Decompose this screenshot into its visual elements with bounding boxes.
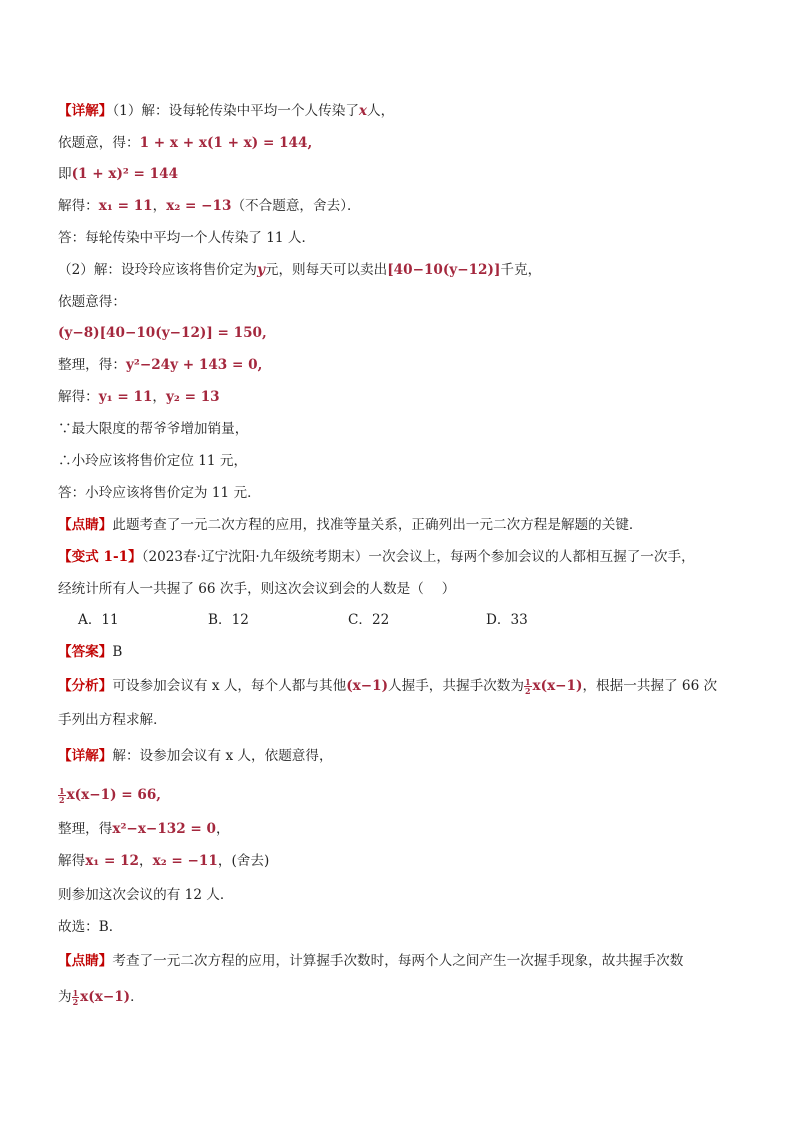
text: 则参加这次会议的有 12 人．: [58, 887, 234, 903]
option-d: D．33: [486, 612, 528, 628]
numerator: 1: [72, 988, 79, 998]
text-line: [58, 986, 754, 1008]
equation: y²−24y + 143 = 0,: [125, 357, 263, 373]
answer-line: [58, 641, 754, 663]
text-line: [58, 291, 754, 313]
equation: x²−x−132 = 0: [112, 821, 217, 837]
text: 手列出方程求解．: [58, 712, 167, 728]
question-line: [58, 578, 754, 600]
text: （2023春·辽宁沈阳·九年级统考期末）一次会议上，每两个参加会议的人都相互握了一次手，: [141, 549, 695, 565]
text: ，: [139, 853, 153, 869]
numerator: 1: [59, 786, 65, 796]
equation-line: [58, 354, 754, 376]
equation-line: [58, 132, 754, 154]
text: 答：每轮传染中平均一个人传染了 11 人．: [58, 230, 316, 246]
text: ，: [216, 821, 230, 837]
answer-line: [58, 482, 754, 504]
text: 即: [58, 166, 72, 182]
text: ，: [152, 389, 166, 405]
text: 人握手，共握手次数为: [388, 678, 524, 694]
equation-line: [58, 163, 754, 185]
equation: y₁ = 11: [98, 389, 153, 405]
text: 解得: [58, 853, 86, 869]
solution-line: [58, 386, 754, 408]
text: （2）解：设玲玲应该将售价定为: [58, 262, 257, 278]
text: 解得：: [58, 389, 99, 405]
text: 元，则每天可以卖出: [264, 262, 388, 278]
comment-line: [58, 950, 754, 972]
fraction-one-half: [72, 989, 80, 1006]
answer-tag: 【答案】: [58, 644, 113, 660]
options-line: [58, 609, 754, 631]
part-2-line: [58, 259, 754, 281]
equation: x₁ = 11: [98, 198, 153, 214]
text: ，根据一共握了 66 次: [582, 678, 718, 694]
equation: x(x−1) = 66,: [66, 787, 162, 803]
text: 人，: [367, 103, 395, 119]
solution-line: [58, 850, 754, 872]
denominator: 2: [72, 997, 79, 1007]
text-line: [58, 884, 754, 906]
text: 解：设参加会议有 x 人，依题意得，: [112, 748, 333, 764]
text: 为: [58, 989, 72, 1005]
option-b: B．12: [208, 612, 249, 628]
equation: x₁ = 12: [85, 853, 140, 869]
text: 经统计所有人一共握了 66 次手，则这次会议到会的人数是（ ）: [58, 581, 456, 597]
equation-line: [58, 818, 754, 840]
text: 整理，得：: [58, 357, 126, 373]
denominator: 2: [59, 795, 65, 805]
detail-tag: 【详解】: [58, 103, 113, 119]
fraction-one-half: [524, 678, 532, 695]
text: ，: [152, 198, 167, 214]
text: 故选：B．: [58, 919, 123, 935]
equation: (1 + x)² = 144: [71, 166, 179, 182]
math-y: y: [256, 262, 265, 278]
text: 答：小玲应该将售价定为 11 元．: [58, 485, 261, 501]
equation: (y−8)[40−10(y−12)] = 150,: [58, 325, 267, 341]
answer-line: [58, 227, 754, 249]
analysis-line: [58, 675, 754, 697]
text: （1）解：设每轮传染中平均一个人传染了: [112, 103, 359, 119]
text: 依题意，得：: [58, 135, 140, 151]
numerator: 1: [524, 677, 531, 687]
text: 千克，: [500, 262, 542, 278]
fraction-one-half: [58, 787, 66, 804]
detail-heading-2: [58, 745, 754, 767]
detail-tag: 【详解】: [58, 748, 113, 764]
equation: x₂ = −13: [166, 198, 232, 214]
expression: x(x−1): [532, 678, 583, 694]
text: ，(舍去): [217, 853, 270, 869]
option-c: C．22: [348, 612, 390, 628]
denominator: 2: [524, 686, 531, 696]
text-line: [58, 450, 754, 472]
solution-line: [58, 195, 754, 217]
text: 解得：: [58, 198, 99, 214]
expression: [40−10(y−12)]: [387, 262, 501, 278]
option-a: A．11: [78, 612, 119, 628]
text: 考查了一元二次方程的应用，计算握手次数时，每两个人之间产生一次握手现象，故共握手次数: [112, 953, 684, 969]
comment-tag: 【点睛】: [58, 953, 113, 969]
equation: 1 + x + x(1 + x) = 144,: [139, 135, 313, 151]
text: 可设参加会议有 x 人，每个人都与其他: [112, 678, 347, 694]
expression: (x−1): [346, 678, 389, 694]
math-x: x: [358, 103, 368, 119]
text: ∴小玲应该将售价定位 11 元，: [58, 453, 248, 469]
comment-line: [58, 514, 754, 536]
text-line: [58, 709, 754, 731]
analysis-tag: 【分析】: [58, 678, 113, 694]
text: ．: [130, 989, 144, 1005]
detail-heading-1: [58, 100, 754, 122]
equation-line: [58, 784, 754, 806]
expression: x(x−1): [80, 989, 131, 1005]
variant-tag: 【变式 1-1】: [58, 549, 142, 565]
text-line: [58, 418, 754, 440]
equation: x₂ = −11: [152, 853, 218, 869]
variant-question-line: [58, 546, 754, 568]
text: 整理，得: [58, 821, 113, 837]
text: ∵最大限度的帮爷爷增加销量，: [58, 421, 249, 437]
text: （不合题意，舍去）．: [231, 198, 361, 214]
text: 此题考查了一元二次方程的应用，找准等量关系，正确列出一元二次方程是解题的关键．: [112, 517, 643, 533]
comment-tag: 【点睛】: [58, 517, 113, 533]
answer-value: B: [112, 644, 123, 660]
text-line: [58, 916, 754, 938]
text: 依题意得：: [58, 294, 126, 310]
equation: y₂ = 13: [166, 389, 220, 405]
equation-line: [58, 322, 754, 344]
